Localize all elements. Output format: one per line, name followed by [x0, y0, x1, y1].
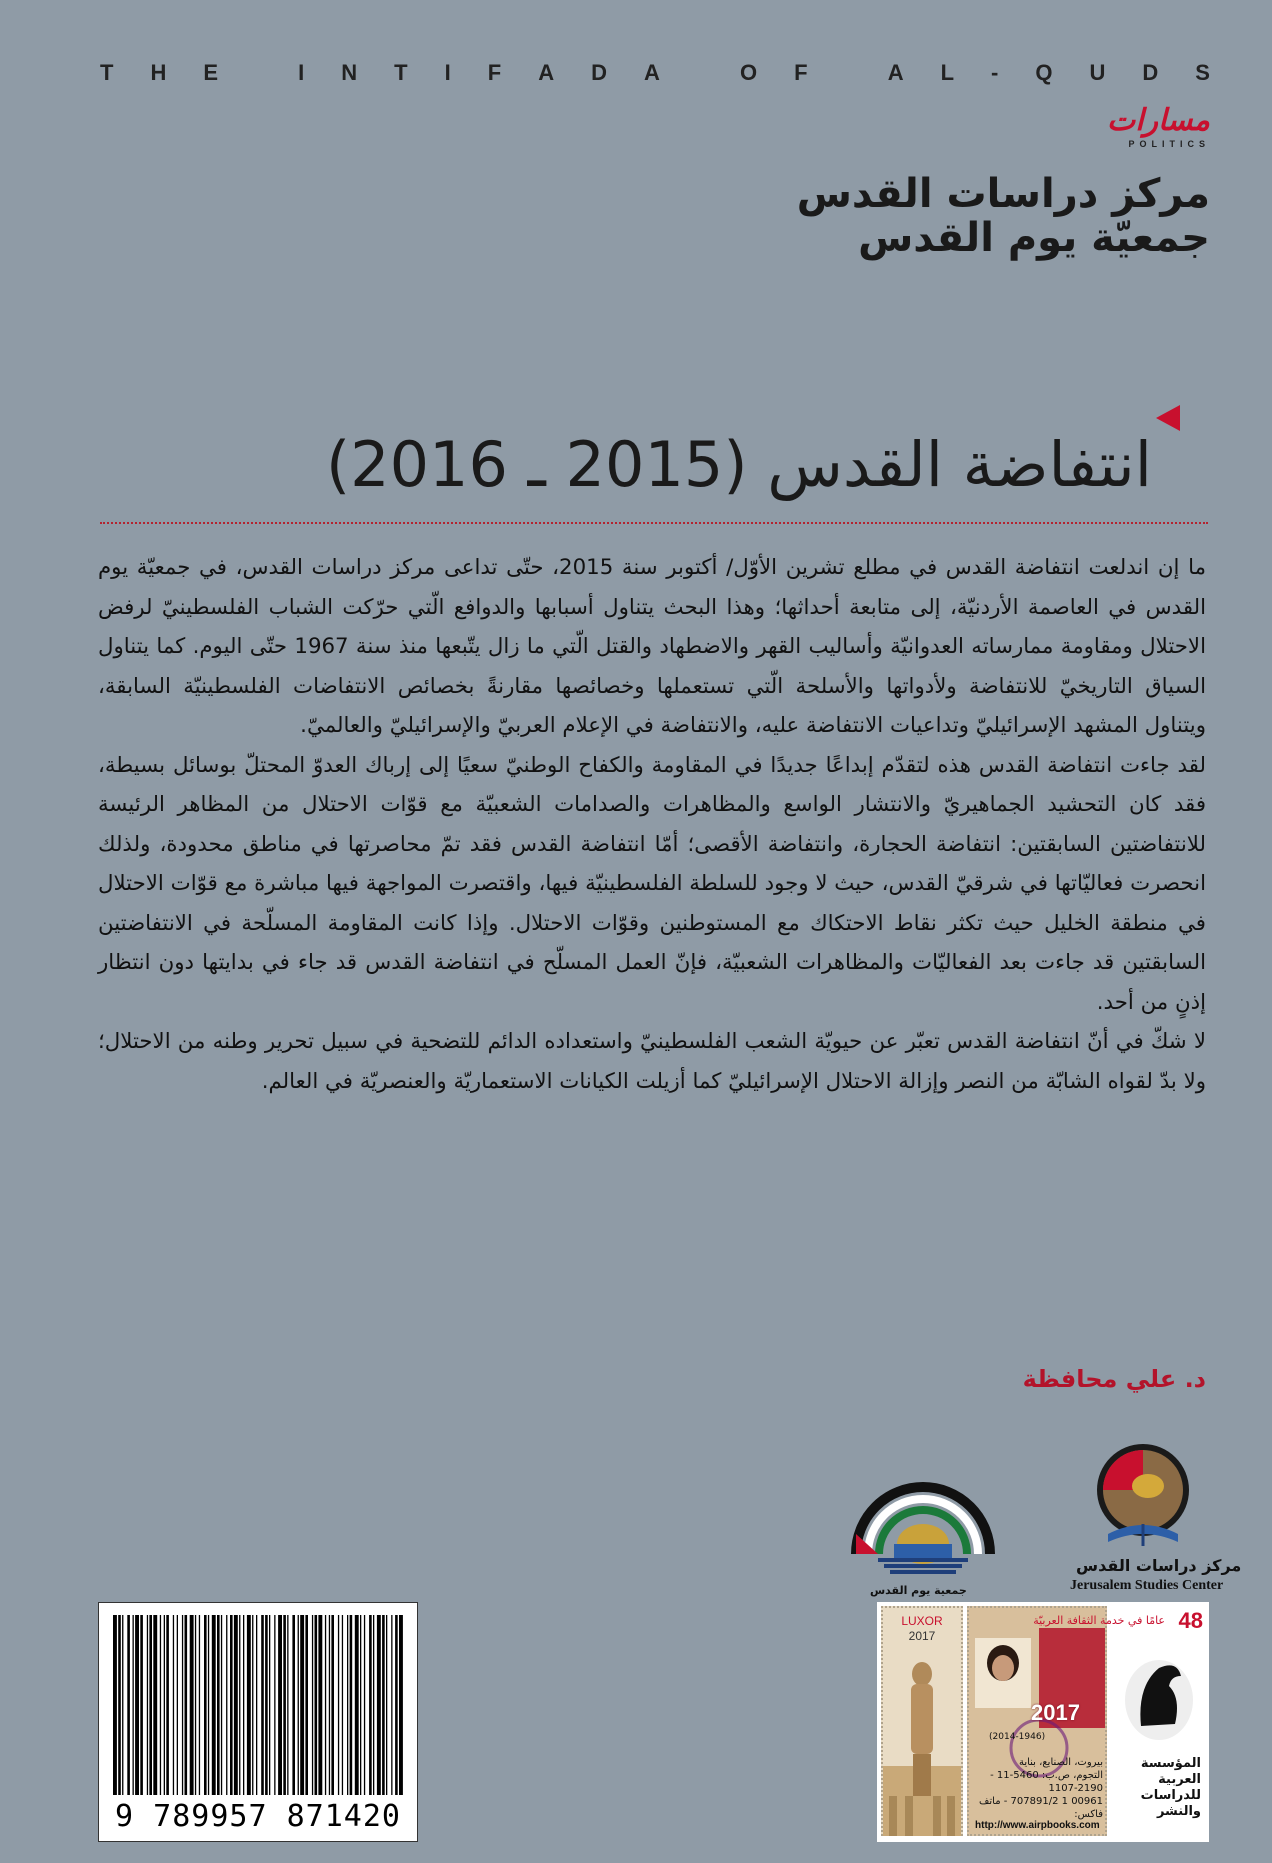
org-line-association: جمعيّة يوم القدس — [858, 215, 1210, 261]
barcode-bar — [199, 1615, 200, 1795]
series-title-letter: S — [1195, 60, 1210, 85]
barcode-bar — [135, 1615, 139, 1795]
horse-icon — [1119, 1646, 1199, 1746]
series-title-letter: A — [538, 60, 555, 85]
barcode-bar — [160, 1615, 161, 1795]
book-title: انتفاضة القدس (2015 ـ 2016) — [325, 428, 1152, 501]
barcode-bar — [149, 1615, 152, 1795]
author-name: د. علي محافظة — [1022, 1365, 1206, 1393]
jsc-caption-english: Jerusalem Studies Center — [1070, 1578, 1224, 1593]
series-title-letter — [255, 60, 261, 86]
publisher-website: http://www.airpbooks.com — [975, 1820, 1100, 1831]
emblem-icon — [1068, 1438, 1218, 1556]
barcode-bar — [256, 1615, 257, 1795]
barcode-bar — [185, 1615, 188, 1795]
series-title-letter: A — [643, 60, 660, 85]
barcode-bar — [278, 1615, 282, 1795]
barcode-bar — [164, 1615, 165, 1795]
publisher-logo-mark: مسارات — [1106, 103, 1210, 138]
luxor-stamp — [881, 1606, 963, 1836]
barcode-bar — [305, 1615, 308, 1795]
barcode-bar — [217, 1615, 220, 1795]
anniversary-text: عامًا في خدمة الثقافة العربيّة — [1033, 1614, 1165, 1627]
blurb-paragraph: لا شكّ في أنّ انتفاضة القدس تعبّر عن حيويّة الشعب الفلسطينيّ واستعداده الدائم للتضحية في سبيل تحرير وطنه من الاحتلال؛ ولا بدّ لقواه الشابّة من النصر وإزالة الاحتلال الإسرائيليّ كما أزيلت الكيانات الاستعماريّة والعنصريّة في العالم. — [98, 1029, 1206, 1094]
barcode-bar — [230, 1615, 233, 1795]
barcode-bar — [226, 1615, 227, 1795]
series-title-letter: D — [1142, 60, 1159, 85]
barcode-bar — [153, 1615, 157, 1795]
barcode-bar — [377, 1615, 381, 1795]
barcode-bar — [325, 1615, 326, 1795]
barcode-bar — [395, 1615, 398, 1795]
barcode-bar — [127, 1615, 130, 1795]
barcode-bar — [177, 1615, 178, 1795]
barcode-bar — [274, 1615, 275, 1795]
barcode-bar — [318, 1615, 322, 1795]
barcode-bar — [329, 1615, 330, 1795]
barcode-bar — [190, 1615, 194, 1795]
org-line-research-center: مركز دراسات القدس — [796, 171, 1210, 217]
barcode-bar — [386, 1615, 387, 1795]
barcode-bar — [113, 1615, 117, 1795]
barcode-bar — [265, 1615, 268, 1795]
anniversary-stamp — [967, 1606, 1107, 1836]
stamp-dates: (2014-1946) — [989, 1732, 1046, 1742]
barcode-bar — [350, 1615, 353, 1795]
barcode-bar — [147, 1615, 148, 1795]
barcode-bar — [369, 1615, 372, 1795]
blurb-paragraph: لقد جاءت انتفاضة القدس هذه لتقدّم إبداعًا جديدًا في المقاومة والكفاح الوطنيّ سعيًا إلى إرباك العدوّ المحتلّ بوسائل بسيطة، فقد كان التحشيد الجماهيريّ والانتشار الواسع والمظاهرات والصدامات الشعبيّة مع قوّات الاحتلال من المظاهر الرئيسة للانتفاضتين السابقتين: انتفاضة الحجارة، وانتفاضة الأقصى؛ أمّا انتفاضة القدس فقد تمّ محاصرتها في مناطق محدودة، ولذلك انحصرت فعاليّاتها في شرقيّ القدس، حيث لا وجود للسلطة الفلسطينيّة فيها، واقتصرت المواجهة فيها مباشرة مع قوّات الاحتلال في منطقة الخليل حيث تكثر نقاط الاحتكاك مع المستوطنين وقوّات الاحتلال. وإذا كانت المقاومة المسلّحة في الانتفاضتين السابقتين قد جاءت بعد الفعاليّات والمظاهرات الشعبيّة، فإنّ العمل المسلّح في انتفاضة القدس قد جاء في بدايتها دون انتظار إذنٍ من أحد. — [98, 752, 1206, 1015]
series-title-letter: E — [203, 60, 219, 85]
series-title-letter: O — [740, 60, 758, 85]
barcode-bar — [298, 1615, 299, 1795]
series-title — [100, 60, 1210, 86]
barcode-bar — [269, 1615, 270, 1795]
barcode-bar — [312, 1615, 313, 1795]
barcode-bar — [315, 1615, 318, 1795]
stamp-strip — [877, 1602, 1209, 1842]
barcode-bar — [283, 1615, 286, 1795]
series-title-letter: Q — [1035, 60, 1053, 85]
barcode-bar — [133, 1615, 134, 1795]
series-title-letter: A — [887, 60, 904, 85]
stamp-year: 2017 — [1031, 1700, 1080, 1725]
luxor-label: LUXOR — [901, 1614, 943, 1628]
series-title-letter: I — [444, 60, 451, 85]
barcode-bar — [373, 1615, 374, 1795]
series-title-letter: T — [100, 60, 114, 85]
barcode-bar — [118, 1615, 121, 1795]
series-title-letter: L — [940, 60, 955, 85]
statue-icon — [883, 1646, 961, 1836]
barcode-bar — [122, 1615, 123, 1795]
organization-names — [610, 172, 1210, 260]
barcode-bar — [355, 1615, 359, 1795]
blurb-paragraph: ما إن اندلعت انتفاضة القدس في مطلع تشرين الأوّل/ أكتوبر سنة 2015، حتّى تداعى مركز دراسات القدس، في جمعيّة يوم القدس في العاصمة الأردنيّة، إلى متابعة أحداثها؛ وهذا البحث يتناول أسبابها والدوافع الّتي حرّكت الشباب الفلسطينيّ لرفض الاحتلال ومقاومة ممارساته العدوانيّة وأساليب القهر والاضطهاد والقتل الّتي ما زال يتّبعها منذ سنة 1967 حتّى اليوم. كما يتناول السياق التاريخيّ للانتفاضة ولأدواتها والأسلحة الّتي تستعملها وخصائصها مقارنةً بخصائص الانتفاضات الفلسطينيّة السابقة، ويتناول المشهد الإسرائيليّ وتداعيات الانتفاضة عليه، والانتفاضة في الإعلام العربيّ والإسرائيليّ والعالميّ. — [98, 555, 1207, 738]
barcode-bar — [331, 1615, 334, 1795]
title-marker-icon — [1156, 405, 1180, 431]
publisher-series: POLITICS — [1128, 139, 1210, 149]
barcode-bar — [195, 1615, 196, 1795]
barcode-bar — [338, 1615, 339, 1795]
jerusalem-day-caption: جمعية يوم القدس — [870, 1584, 967, 1597]
isbn-number: 9 789957 871420 — [115, 1799, 401, 1834]
barcode-bar — [212, 1615, 216, 1795]
series-title-letter: H — [150, 60, 167, 85]
barcode-bar — [382, 1615, 385, 1795]
publisher-address: بيروت، الصنايع، بناية التجوم، ص.ب: 5460-11 - 2190-1107 00961 1 707891/2 - ماتف فاكس: — [979, 1757, 1103, 1820]
barcode-bar — [140, 1615, 143, 1795]
series-title-letter: I — [298, 60, 305, 85]
luxor-year: 2017 — [908, 1629, 936, 1643]
anniversary-number: 48 — [1178, 1608, 1203, 1633]
barcode-bar — [391, 1615, 392, 1795]
jerusalem-day-logo — [848, 1462, 998, 1604]
series-title-letter — [845, 60, 851, 86]
jerusalem-studies-center-logo — [1068, 1438, 1242, 1598]
barcode-bar — [364, 1615, 365, 1795]
publisher-org-name: المؤسسة العربية للدراسات والنشر — [1140, 1756, 1201, 1819]
publisher-logo — [1060, 104, 1210, 160]
barcode-bar — [252, 1615, 253, 1795]
jsc-caption-arabic: مركز دراسات القدس — [1076, 1556, 1242, 1575]
barcode-bar — [243, 1615, 244, 1795]
series-title-letter: F — [794, 60, 808, 85]
barcode-bar — [234, 1615, 238, 1795]
barcode-bar — [204, 1615, 207, 1795]
barcode-bar — [300, 1615, 304, 1795]
barcode-bar — [347, 1615, 348, 1795]
barcode-bar — [342, 1615, 343, 1795]
barcode-bar — [208, 1615, 209, 1795]
series-title-letter: F — [487, 60, 502, 85]
blurb-text — [98, 548, 1206, 1101]
series-title-letter: T — [394, 60, 408, 85]
barcode-bar — [173, 1615, 174, 1795]
barcode-bar — [360, 1615, 361, 1795]
isbn-barcode — [98, 1602, 418, 1842]
series-title-letter — [697, 60, 703, 86]
barcode-bar — [166, 1615, 169, 1795]
barcode-bar — [399, 1615, 403, 1795]
series-title-letter: - — [991, 60, 999, 85]
barcode-bars — [113, 1615, 403, 1795]
barcode-bar — [221, 1615, 222, 1795]
dome-arch-icon — [848, 1462, 998, 1584]
barcode-bar — [182, 1615, 183, 1795]
barcode-bar — [261, 1615, 264, 1795]
divider — [100, 522, 1208, 524]
barcode-bar — [239, 1615, 240, 1795]
barcode-bar — [292, 1615, 295, 1795]
series-title-letter: D — [591, 60, 607, 85]
series-title-letter: U — [1089, 60, 1106, 85]
barcode-bar — [287, 1615, 288, 1795]
barcode-bar — [247, 1615, 251, 1795]
series-title-letter: N — [341, 60, 358, 85]
